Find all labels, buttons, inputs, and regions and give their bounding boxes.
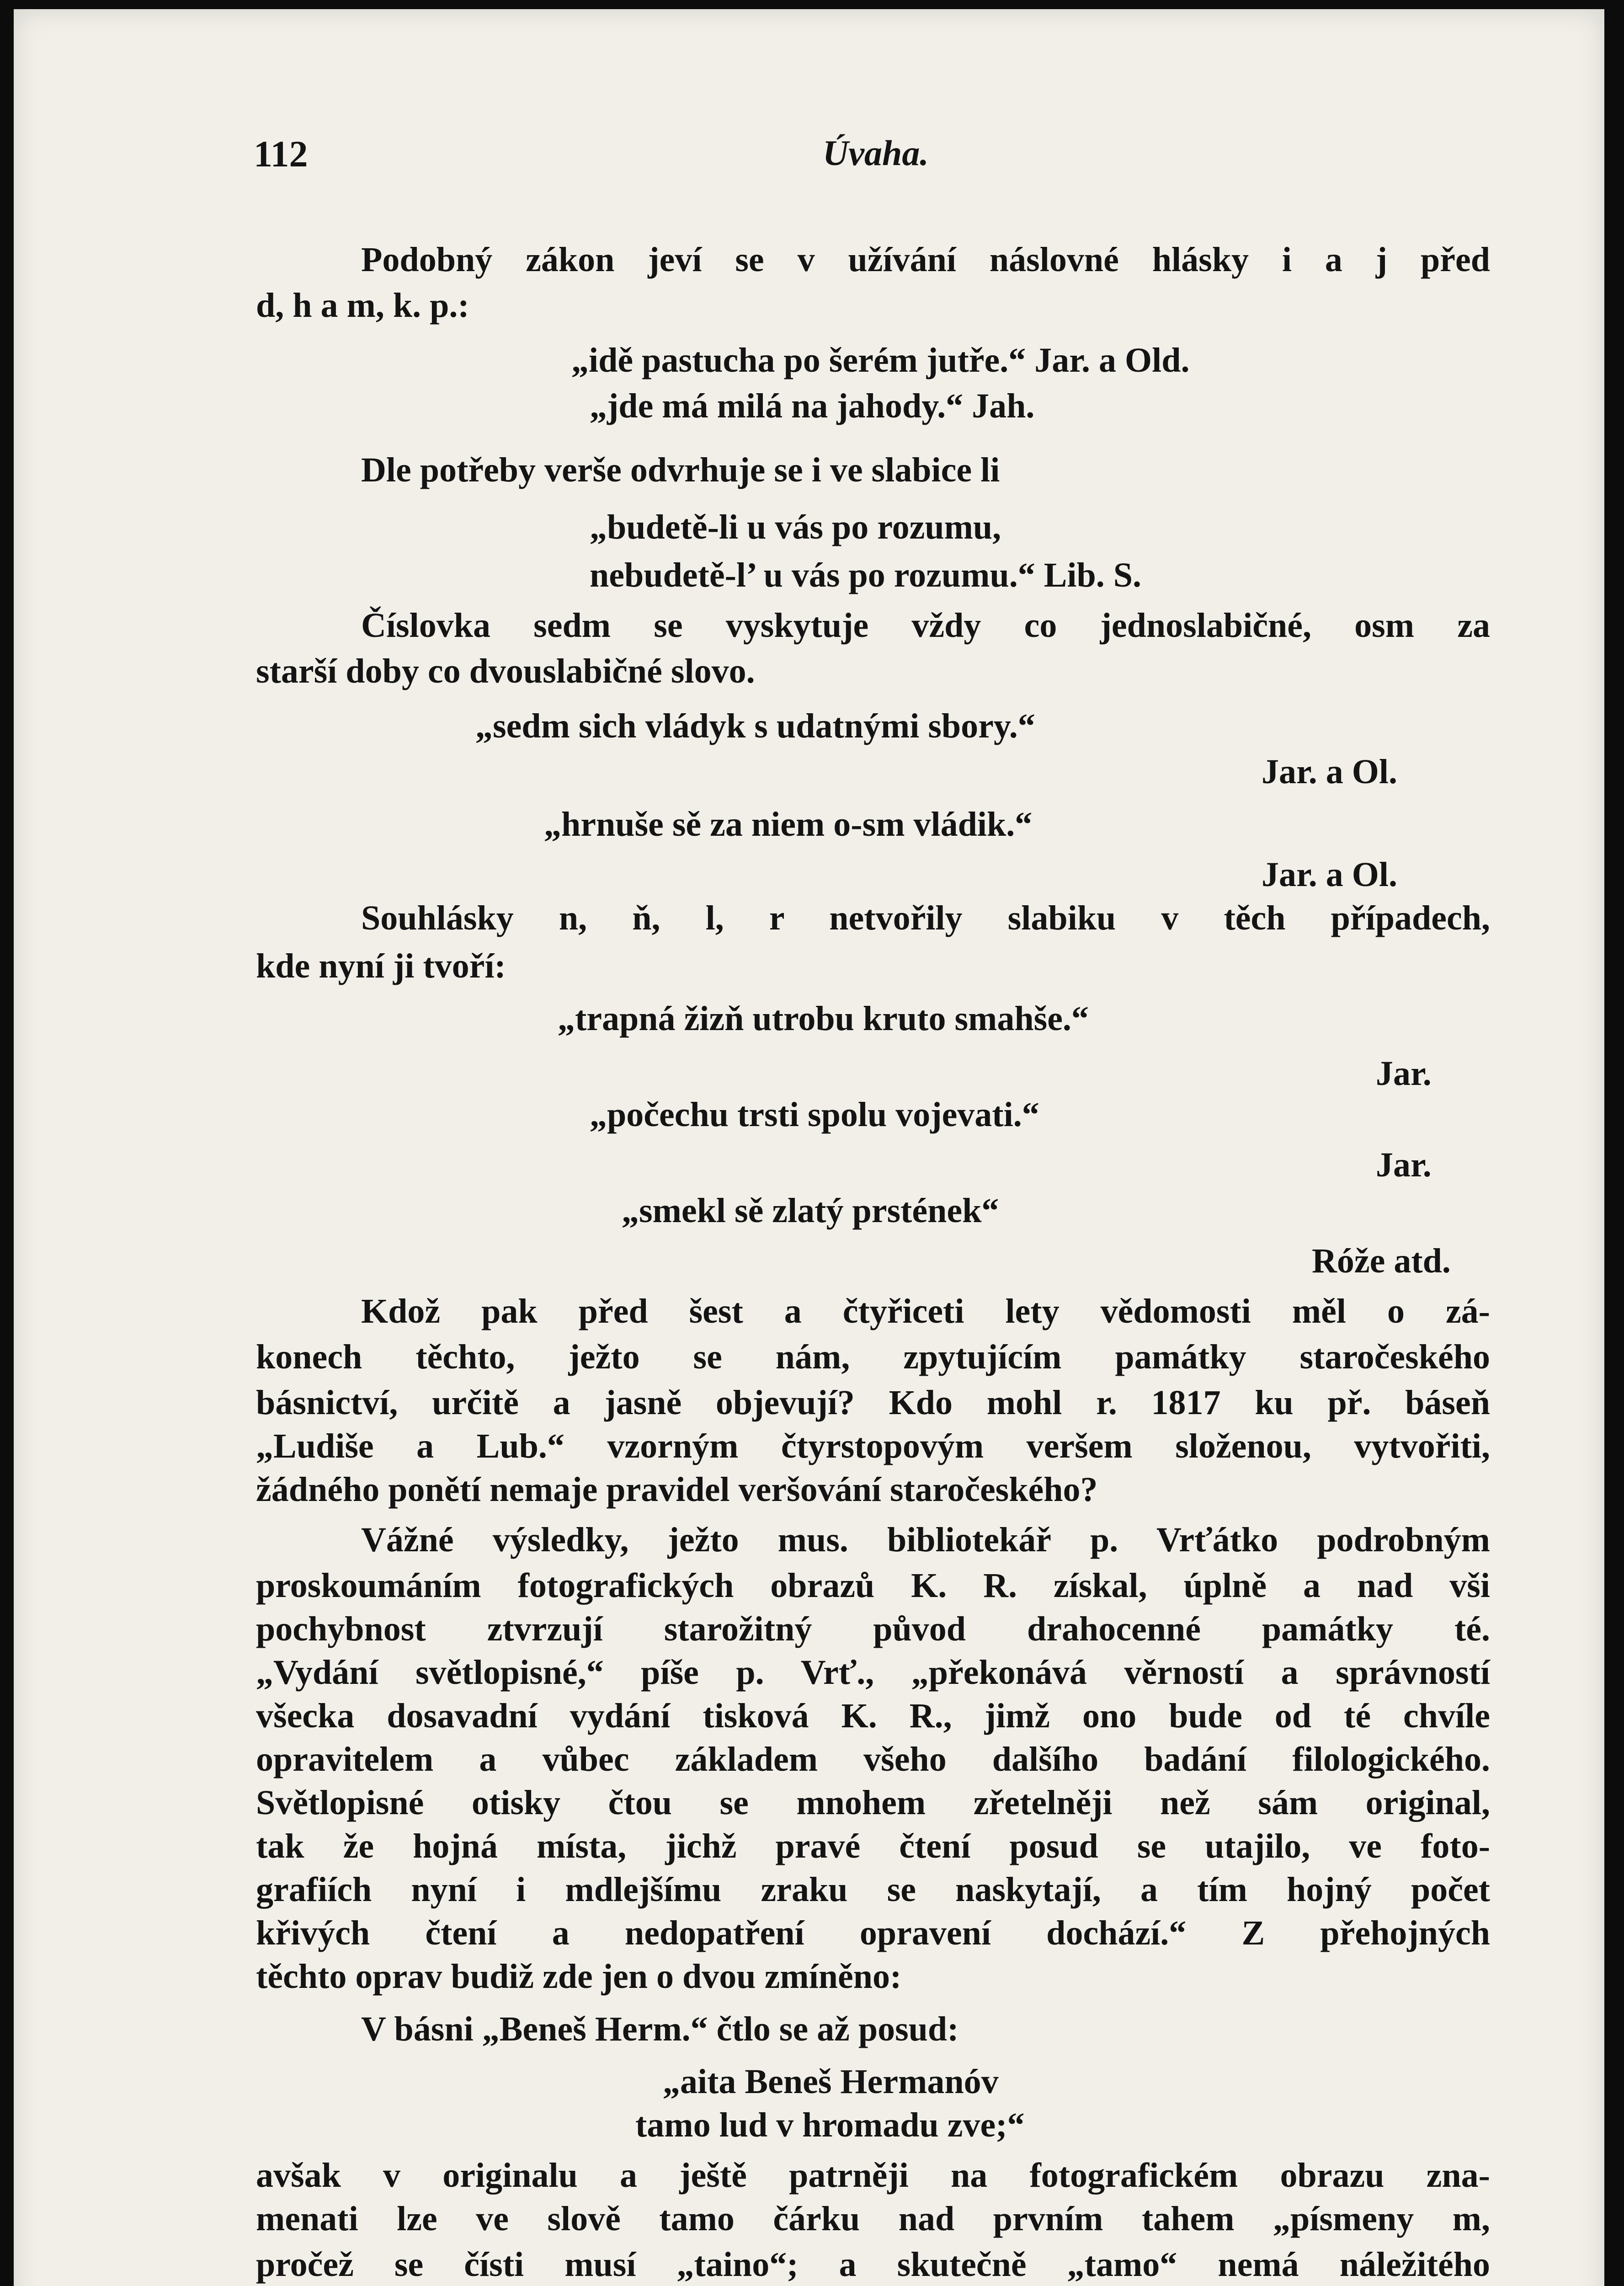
- text-line: menati lze ve slově tamo čárku nad prvním tahem „písmeny m,: [256, 2200, 1490, 2238]
- text-line: V básni „Beneš Herm.“ čtlo se až posud:: [361, 2010, 959, 2048]
- text-line: Jar. a Ol.: [1262, 753, 1397, 791]
- text-line: d, h a m, k. p.:: [256, 286, 469, 325]
- text-line: Číslovka sedm se vyskytuje vždy co jednoslabičné, osm za: [361, 606, 1490, 645]
- text-line: opravitelem a vůbec základem všeho dalšího badání filologického.: [256, 1740, 1490, 1779]
- text-line: konech těchto, ježto se nám, zpytujícím památky staročeského: [256, 1338, 1490, 1376]
- text-line: „hrnuše sě za niem o-sm vládik.“: [544, 805, 1033, 844]
- text-line: básnictví, určitě a jasně objevují? Kdo mohl r. 1817 ku př. báseň: [256, 1383, 1490, 1422]
- running-title: Úvaha.: [823, 133, 929, 173]
- text-line: „Ludiše a Lub.“ vzorným čtyrstopovým veršem složenou, vytvořiti,: [256, 1427, 1490, 1465]
- text-line: tak že hojná místa, jichž pravé čtení posud se utajilo, ve foto-: [256, 1827, 1490, 1865]
- text-line: proskoumáním fotografických obrazů K. R. získal, úplně a nad vši: [256, 1566, 1490, 1605]
- text-line: pročež se čísti musí „taino“; a skutečně „tamo“ nemá náležitého: [256, 2245, 1490, 2284]
- text-line: Podobný zákon jeví se v užívání náslovné hlásky i a j před: [361, 240, 1490, 279]
- text-line: „trapná žizň utrobu kruto smahše.“: [558, 999, 1089, 1038]
- text-line: nebudetě-l’ u vás po rozumu.“ Lib. S.: [590, 556, 1142, 594]
- text-line: Jar.: [1376, 1146, 1432, 1184]
- text-line: pochybnost ztvrzují starožitný původ drahocenné památky té.: [256, 1610, 1490, 1648]
- text-line: Vážné výsledky, ježto mus. bibliotekář p. Vrťátko podrobným: [361, 1521, 1490, 1559]
- text-line: „sedm sich vládyk s udatnými sbory.“: [475, 707, 1035, 745]
- text-line: Jar. a Ol.: [1262, 855, 1397, 894]
- text-line: „idě pastucha po šerém jutře.“ Jar. a Old.: [571, 341, 1190, 379]
- text-line: kde nyní ji tvoří:: [256, 947, 506, 985]
- text-line: Róže atd.: [1312, 1242, 1451, 1280]
- page-number: 112: [254, 133, 308, 175]
- text-line: „budetě-li u vás po rozumu,: [590, 508, 1001, 546]
- text-line: Jar.: [1376, 1054, 1432, 1093]
- text-line: grafiích nyní i mdlejšímu zraku se naskytají, a tím hojný počet: [256, 1870, 1490, 1909]
- text-line: starší doby co dvouslabičné slovo.: [256, 652, 755, 690]
- text-line: „smekl sě zlatý prstének“: [622, 1191, 999, 1230]
- text-line: Souhlásky n, ň, l, r netvořily slabiku v těch případech,: [361, 899, 1490, 937]
- text-line: Světlopisné otisky čtou se mnohem zřetelněji než sám original,: [256, 1784, 1490, 1822]
- text-line: „aita Beneš Hermanóv: [663, 2062, 999, 2101]
- text-line: „počechu trsti spolu vojevati.“: [590, 1095, 1039, 1134]
- text-line: tamo lud v hromadu zve;“: [635, 2106, 1025, 2144]
- text-line: křivých čtení a nedopatření opravení dochází.“ Z přehojných: [256, 1914, 1490, 1952]
- text-line: Kdož pak před šest a čtyřiceti lety vědomosti měl o zá-: [361, 1292, 1490, 1330]
- text-line: „jde má milá na jahody.“ Jah.: [590, 387, 1035, 425]
- text-line: „Vydání světlopisné,“ píše p. Vrť., „překonává věrností a správností: [256, 1653, 1490, 1692]
- text-line: všecka dosavadní vydání tisková K. R., jimž ono bude od té chvíle: [256, 1697, 1490, 1735]
- text-line: avšak v originalu a ještě patrněji na fotografickém obrazu zna-: [256, 2156, 1490, 2195]
- text-line: těchto oprav budiž zde jen o dvou zmíněno:: [256, 1957, 902, 1996]
- text-line: Dle potřeby verše odvrhuje se i ve slabice li: [361, 451, 1000, 489]
- text-line: žádného ponětí nemaje pravidel veršování staročeského?: [256, 1470, 1098, 1509]
